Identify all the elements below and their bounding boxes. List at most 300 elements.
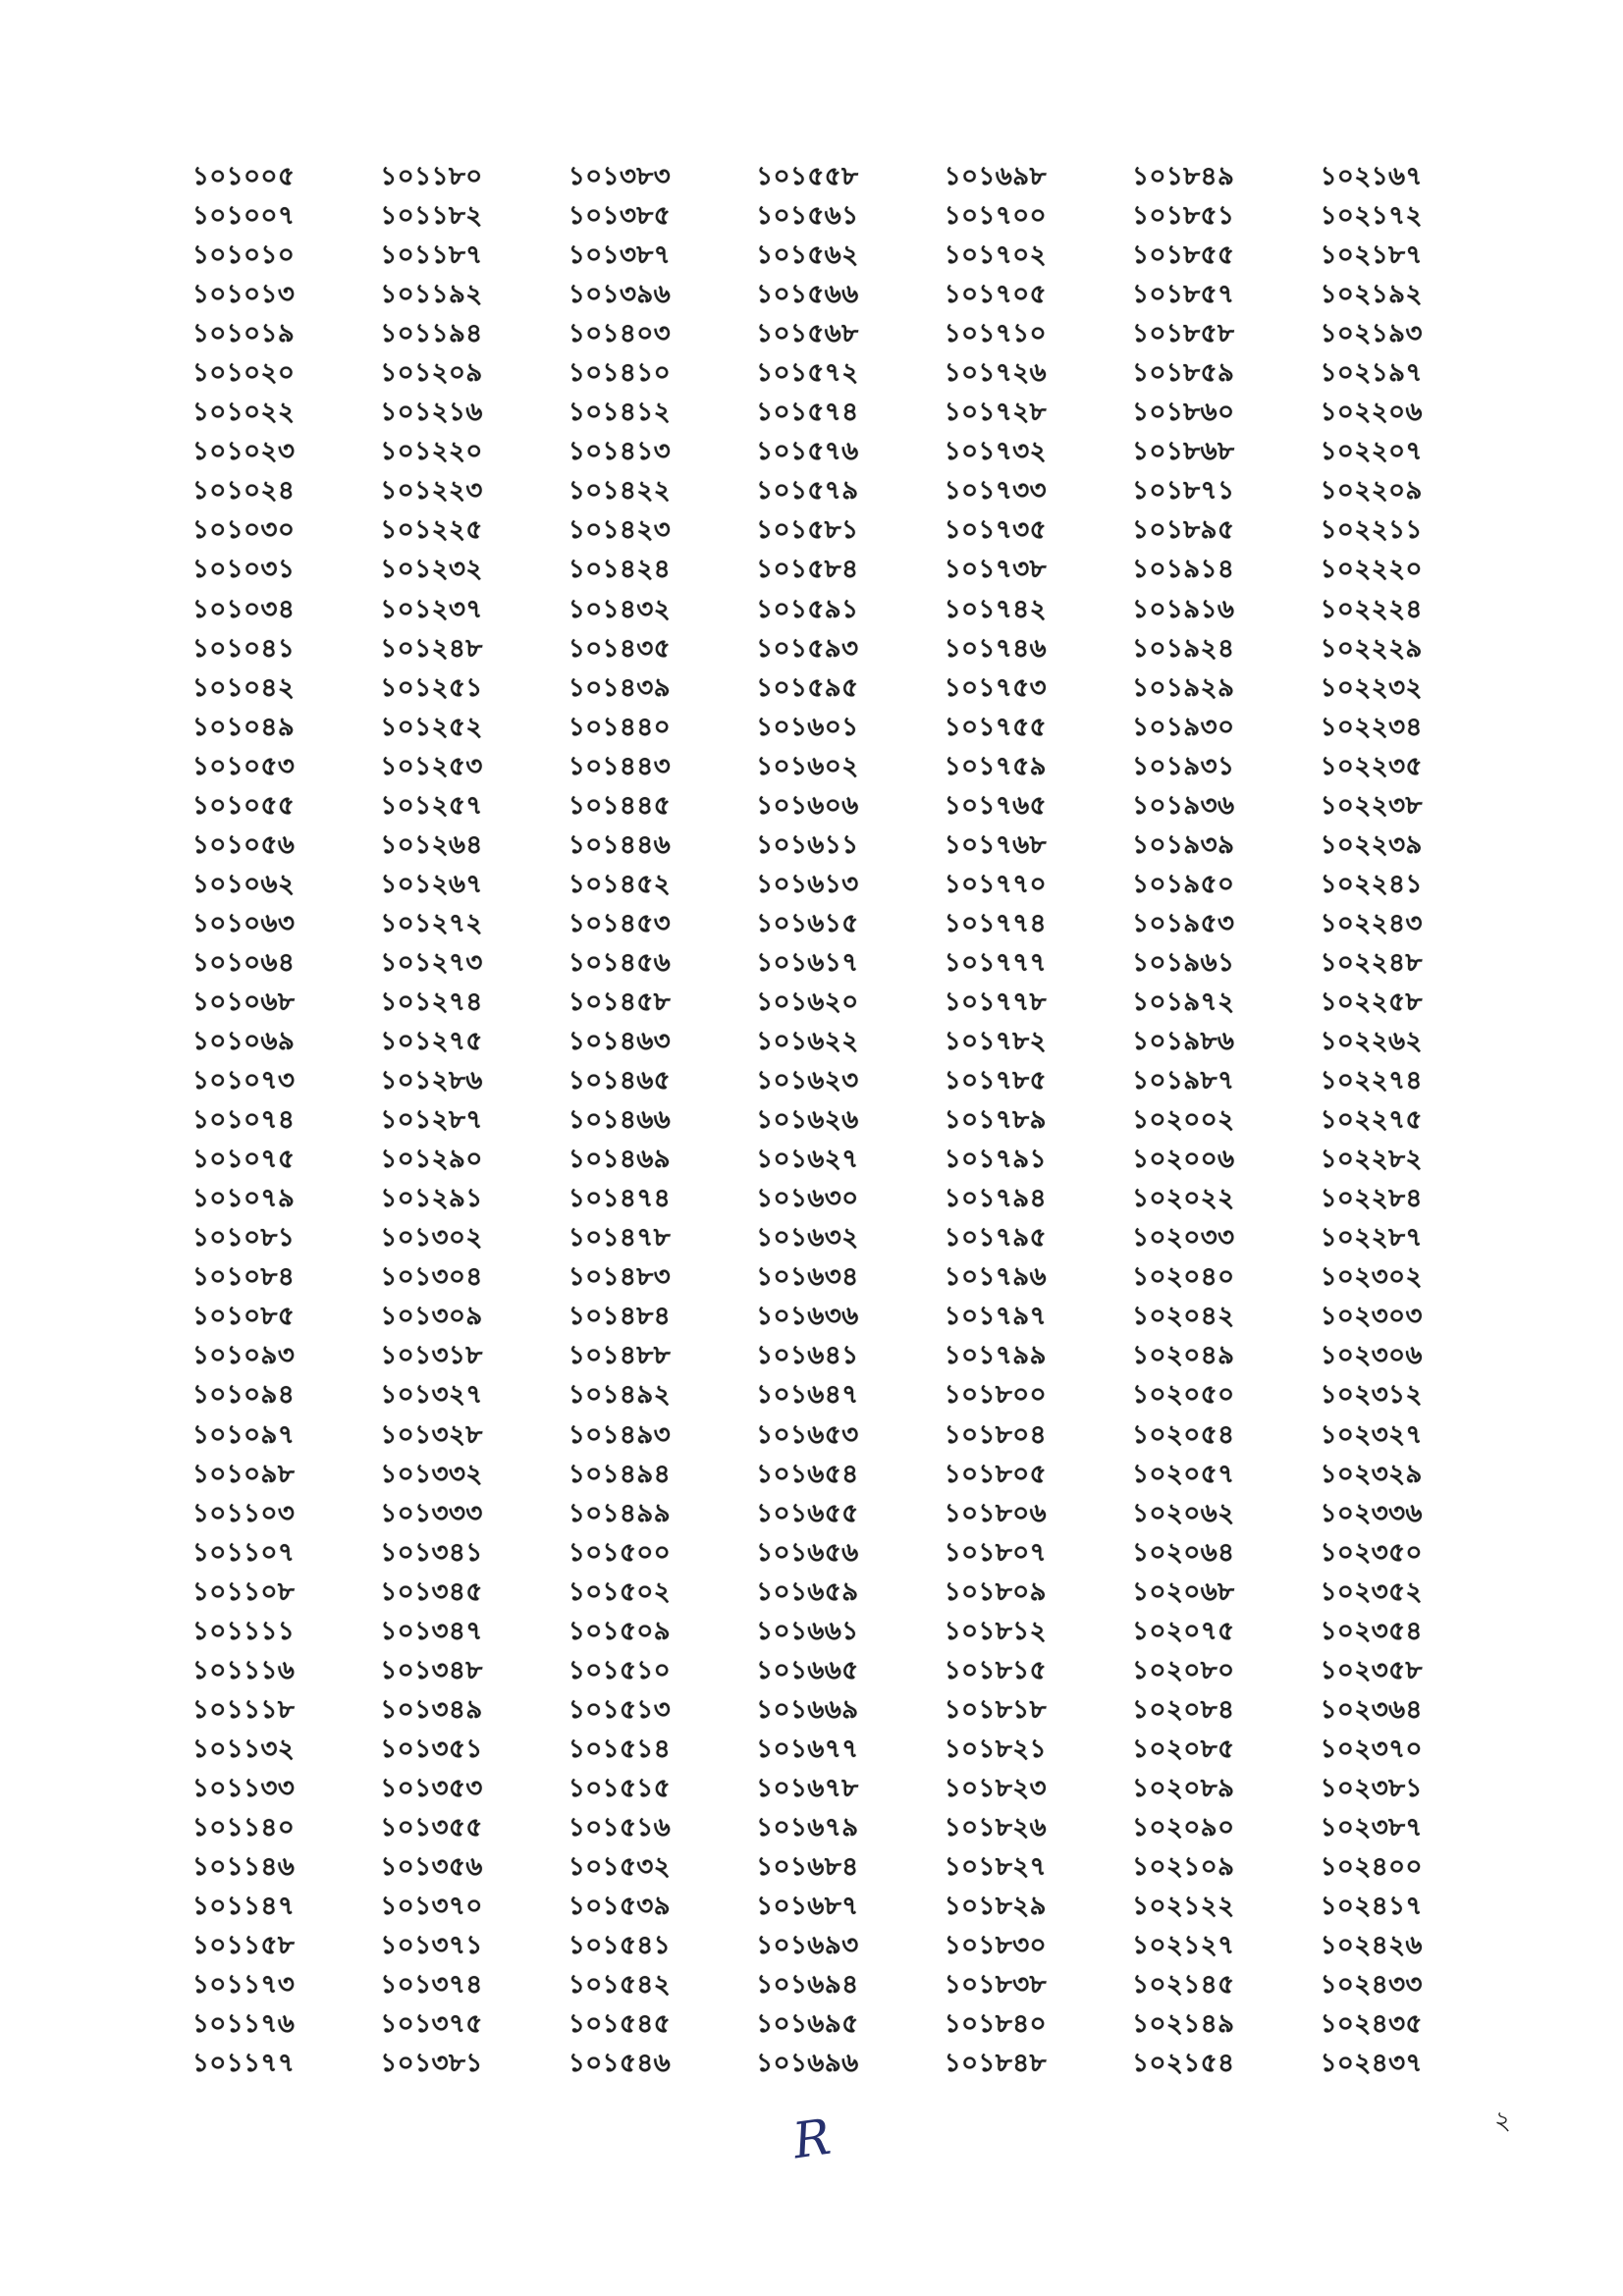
- roll-number-cell: ১০১২২৩: [380, 476, 483, 507]
- roll-number-cell: ১০১৩৫৫: [380, 1812, 483, 1842]
- roll-number-cell: ১০২২৬২: [1320, 1027, 1423, 1057]
- roll-number-cell: ১০২১২৭: [1132, 1931, 1235, 1961]
- roll-number-cell: ১০২০৬৮: [1132, 1576, 1235, 1607]
- roll-number-cell: ১০১৫৪৫: [568, 2009, 672, 2040]
- roll-number-cell: ১০২২২০: [1320, 555, 1423, 585]
- roll-number-cell: ১০২২৩৪: [1320, 712, 1423, 742]
- roll-number-cell: ১০১৪৮৮: [568, 1341, 672, 1371]
- roll-number-cell: ১০১১৯৪: [380, 319, 483, 349]
- roll-number-cell: ১০২২০৭: [1320, 437, 1423, 467]
- roll-number-cell: ১০১৩৭১: [380, 1931, 483, 1961]
- roll-number-cell: ১০১০৩১: [192, 555, 296, 585]
- roll-number-cell: ১০১৮২৯: [944, 1892, 1047, 1922]
- roll-number-cell: ১০১৪৮৪: [568, 1302, 672, 1332]
- roll-number-cell: ১০১৬৯৮: [944, 162, 1047, 191]
- roll-number-cell: ১০২২৩৯: [1320, 829, 1423, 860]
- roll-number-cell: ১০১৭০৫: [944, 280, 1048, 310]
- roll-number-cell: ১০১৯২৯: [1132, 672, 1235, 703]
- roll-number-cell: ১০১৪২৩: [568, 515, 672, 546]
- roll-number-cell: ১০১৪৬৩: [568, 1027, 672, 1057]
- roll-number-cell: ১০১০৬৪: [192, 947, 296, 978]
- roll-number-cell: ১০২০৬২: [1132, 1498, 1235, 1528]
- roll-number-cell: ১০১৪৪০: [568, 712, 672, 742]
- roll-number-cell: ১০১৫১০: [568, 1655, 672, 1685]
- roll-number-cell: ১০১৬২২: [756, 1027, 859, 1057]
- roll-number-cell: ১০১৫৬২: [756, 240, 859, 271]
- roll-number-cell: ১০১৬৫৬: [756, 1537, 859, 1568]
- roll-number-cell: ১০১৭৯৪: [944, 1184, 1047, 1214]
- roll-number-cell: ১০১৮০৪: [944, 1419, 1047, 1450]
- roll-number-cell: ১০১৫৩৯: [568, 1892, 672, 1922]
- roll-number-cell: ১০২২১১: [1320, 515, 1423, 546]
- roll-number-cell: ১০২৪১৭: [1320, 1892, 1423, 1922]
- roll-number-cell: ১০১৪৫৮: [568, 987, 672, 1017]
- roll-number-cell: ১০১৮২৩: [944, 1773, 1048, 1803]
- roll-number-cell: ১০১৭৮৯: [944, 1105, 1047, 1136]
- roll-number-cell: ১০১৬২৬: [756, 1105, 859, 1136]
- roll-number-cell: ১০১০৭৫: [192, 1145, 296, 1175]
- roll-number-cell: ১০১৭২৮: [944, 398, 1048, 428]
- roll-number-cell: ১০১৪৯২: [568, 1380, 672, 1411]
- roll-number-cell: ১০১২৫৭: [380, 790, 483, 821]
- roll-number-cell: ১০১৬৯৩: [756, 1931, 859, 1961]
- roll-number-cell: ১০১৭৩৩: [944, 476, 1048, 507]
- roll-number-cell: ১০১০৯৩: [192, 1341, 296, 1371]
- roll-number-cell: ১০১৫১৪: [568, 1734, 672, 1764]
- roll-number-cell: ১০২০৪০: [1132, 1262, 1235, 1293]
- roll-number-cell: ১০১৮২৭: [944, 1852, 1048, 1883]
- roll-number-cell: ১০১৮০৬: [944, 1498, 1048, 1528]
- roll-number-cell: ১০১৩২৭: [380, 1380, 483, 1411]
- roll-number-cell: ১০১০৯৭: [192, 1419, 296, 1450]
- roll-number-cell: ১০১০১৩: [192, 280, 296, 310]
- roll-number-cell: ১০১৬৭৯: [756, 1812, 859, 1842]
- roll-number-cell: ১০২১৯২: [1320, 280, 1423, 310]
- roll-number-cell: ১০১৩৫৬: [380, 1852, 483, 1883]
- roll-number-cell: ১০১৪৮৩: [568, 1262, 672, 1293]
- roll-number-cell: ১০২০৬৪: [1132, 1537, 1235, 1568]
- roll-number-cell: ১০১৩৯৬: [568, 280, 672, 310]
- roll-number-cell: ১০২২৪৩: [1320, 908, 1423, 938]
- handwritten-initial: R: [789, 2108, 835, 2170]
- roll-number-cell: ১০১১৭৬: [192, 2009, 296, 2040]
- roll-number-cell: ১০১২৬৭: [380, 869, 483, 899]
- roll-number-cell: ১০২৩২৭: [1320, 1419, 1423, 1450]
- roll-number-cell: ১০১৪৯৪: [568, 1459, 672, 1489]
- roll-number-cell: ১০১৭৫৩: [944, 672, 1048, 703]
- roll-number-cell: ১০১১৭৭: [192, 2049, 296, 2079]
- roll-number-cell: ১০১৪৫৩: [568, 908, 672, 938]
- roll-number-cell: ১০১৫৪১: [568, 1931, 672, 1961]
- roll-number-cell: ১০১৭৯৫: [944, 1223, 1047, 1254]
- roll-number-cell: ১০১৮৬৮: [1132, 437, 1235, 467]
- roll-number-cell: ১০১২৭৪: [380, 987, 483, 1017]
- roll-number-cell: ১০১৭৩৫: [944, 515, 1048, 546]
- roll-number-cell: ১০১০২০: [192, 358, 296, 389]
- roll-number-cell: ১০১৫০২: [568, 1576, 672, 1607]
- roll-number-cell: ১০১০২৩: [192, 437, 296, 467]
- roll-number-cell: ১০২২২৯: [1320, 633, 1423, 664]
- roll-number-cell: ১০১৬৫৩: [756, 1419, 859, 1450]
- roll-number-cell: ১০১৫৪৬: [568, 2049, 672, 2079]
- roll-number-cell: ১০২২৮২: [1320, 1145, 1423, 1175]
- roll-number-cell: ১০১৮৪০: [944, 2009, 1047, 2040]
- roll-number-cell: ১০১০৯৮: [192, 1459, 296, 1489]
- roll-number-cell: ১০২৪২৬: [1320, 1931, 1423, 1961]
- roll-number-cell: ১০১৬৭৮: [756, 1773, 859, 1803]
- roll-number-cell: ১০১৪০৩: [568, 319, 672, 349]
- roll-number-cell: ১০১৫৬১: [756, 201, 859, 232]
- roll-number-cell: ১০১৬১৩: [756, 869, 859, 899]
- roll-number-cell: ১০১৩৫৩: [380, 1773, 483, 1803]
- roll-number-cell: ১০১৮০৫: [944, 1459, 1047, 1489]
- roll-number-cell: ১০২২৪১: [1320, 869, 1423, 899]
- roll-number-cell: ১০১৫৪২: [568, 1970, 672, 2001]
- roll-number-cell: ১০১৭০০: [944, 201, 1048, 232]
- roll-number-cell: ১০২৪৩৫: [1320, 2009, 1423, 2040]
- roll-number-cell: ১০১৭৩৮: [944, 555, 1048, 585]
- roll-number-cell: ১০১৮১৫: [944, 1655, 1047, 1685]
- roll-number-cell: ১০১৪৯৯: [568, 1498, 672, 1528]
- roll-number-cell: ১০১২৬৪: [380, 829, 483, 860]
- roll-number-cell: ১০১৪৬৫: [568, 1066, 672, 1096]
- roll-number-cell: ১০১৮০০: [944, 1380, 1048, 1411]
- roll-number-cell: ১০১৫৮১: [756, 515, 859, 546]
- roll-number-cell: ১০১০৫৩: [192, 751, 296, 781]
- roll-number-cell: ১০২২০৯: [1320, 476, 1423, 507]
- roll-number-cell: ১০২৩৫০: [1320, 1537, 1423, 1568]
- roll-number-cell: ১০২০৮৫: [1132, 1734, 1235, 1764]
- roll-number-cell: ১০১৬০২: [756, 751, 859, 781]
- roll-number-cell: ১০২২৪৮: [1320, 947, 1423, 978]
- roll-number-cell: ১০১৯১৬: [1132, 594, 1235, 624]
- roll-number-cell: ১০১১৮০: [380, 162, 483, 191]
- roll-number-cell: ১০১৫০৯: [568, 1616, 672, 1646]
- roll-number-cell: ১০১৮১৮: [944, 1694, 1047, 1725]
- roll-number-cell: ১০১১৪৬: [192, 1852, 296, 1883]
- roll-number-cell: ১০১৮৫৮: [1132, 319, 1235, 349]
- roll-number-cell: ১০২২০৬: [1320, 398, 1423, 428]
- roll-number-cell: ১০২২৮৭: [1320, 1223, 1423, 1254]
- roll-number-cell: ১০২১৮৭: [1320, 240, 1423, 271]
- roll-number-cell: ১০১৪২৪: [568, 555, 672, 585]
- roll-number-cell: ১০১১৮২: [380, 201, 483, 232]
- roll-number-cell: ১০১৮৩৮: [944, 1970, 1047, 2001]
- roll-number-cell: ১০১৭৪৬: [944, 633, 1048, 664]
- roll-number-cell: ১০২০৮৪: [1132, 1694, 1235, 1725]
- roll-number-cell: ১০১১৭৩: [192, 1970, 296, 2001]
- roll-number-cell: ১০২০৪৯: [1132, 1341, 1235, 1371]
- roll-number-cell: ১০১৭৬৫: [944, 790, 1048, 821]
- roll-number-cell: ১০১৭৫৫: [944, 712, 1047, 742]
- roll-number-cell: ১০২৩২৯: [1320, 1459, 1423, 1489]
- roll-number-cell: ১০১১৫৮: [192, 1931, 296, 1961]
- roll-number-cell: ১০১৩৮৩: [568, 162, 672, 191]
- roll-number-cell: ১০১৭৭০: [944, 869, 1048, 899]
- roll-number-cell: ১০১০৩০: [192, 515, 296, 546]
- roll-number-cell: ১০২৩৫৪: [1320, 1616, 1423, 1646]
- roll-number-cell: ১০২৩০৬: [1320, 1341, 1423, 1371]
- roll-number-cell: ১০২১৯৩: [1320, 319, 1423, 349]
- roll-number-cell: ১০১৮০৯: [944, 1576, 1047, 1607]
- roll-number-cell: ১০১৬৬৫: [756, 1655, 859, 1685]
- roll-number-cell: ১০১০৫৫: [192, 790, 296, 821]
- roll-number-cell: ১০১৪১০: [568, 358, 672, 389]
- roll-number-cell: ১০১১১৮: [192, 1694, 296, 1725]
- roll-number-cell: ১০১৫৭২: [756, 358, 859, 389]
- roll-number-cell: ১০১৬৫৫: [756, 1498, 859, 1528]
- roll-number-cell: ১০১৬৫৯: [756, 1576, 859, 1607]
- roll-number-cell: ১০২২৩৮: [1320, 790, 1423, 821]
- roll-number-cell: ১০২০৩৩: [1132, 1223, 1235, 1254]
- roll-number-cell: ১০২৩৭০: [1320, 1734, 1423, 1764]
- roll-number-cell: ১০১১৯২: [380, 280, 483, 310]
- roll-number-cell: ১০১০৭৯: [192, 1184, 296, 1214]
- roll-number-cell: ১০১৩৮১: [380, 2049, 483, 2079]
- roll-number-cell: ১০১৭৪২: [944, 594, 1048, 624]
- roll-number-cell: ১০১২৮৭: [380, 1105, 483, 1136]
- roll-number-cell: ১০১৯৮৬: [1132, 1027, 1235, 1057]
- roll-number-cell: ১০২১৫৪: [1132, 2049, 1235, 2079]
- roll-number-cell: ১০১২৩৭: [380, 594, 483, 624]
- roll-number-cell: ১০১০৭৪: [192, 1105, 296, 1136]
- roll-number-cell: ১০২৩০৩: [1320, 1302, 1423, 1332]
- roll-number-cell: ১০২৩৬৪: [1320, 1694, 1423, 1725]
- roll-number-cell: ১০১৭১০: [944, 319, 1048, 349]
- roll-number-cell: ১০১০৬৯: [192, 1027, 296, 1057]
- roll-number-cell: ১০১৮৩০: [944, 1931, 1048, 1961]
- roll-number-cell: ১০১১১১: [192, 1616, 296, 1646]
- roll-number-cell: ১০১৬৭৭: [756, 1734, 859, 1764]
- roll-number-cell: ১০১০২২: [192, 398, 296, 428]
- roll-number-cell: ১০১০৫৬: [192, 829, 296, 860]
- roll-number-cell: ১০২১৪৯: [1132, 2009, 1235, 2040]
- roll-number-cell: ১০২৩৩৬: [1320, 1498, 1423, 1528]
- roll-number-cell: ১০১৩১৮: [380, 1341, 483, 1371]
- roll-number-cell: ১০১৭৬৮: [944, 829, 1048, 860]
- roll-number-cell: ১০১২৭৩: [380, 947, 483, 978]
- roll-number-cell: ১০১০৬৩: [192, 908, 296, 938]
- roll-number-cell: ১০১৫৫৮: [756, 162, 859, 191]
- roll-number-cell: ১০১৬২৭: [756, 1145, 859, 1175]
- roll-number-cell: ১০২০৮৯: [1132, 1773, 1235, 1803]
- roll-number-cell: ১০২১০৯: [1132, 1852, 1235, 1883]
- roll-number-cell: ১০১৭৩২: [944, 437, 1048, 467]
- roll-number-cell: ১০২১৪৫: [1132, 1970, 1235, 2001]
- roll-number-cell: ১০১০৯৪: [192, 1380, 296, 1411]
- roll-number-cell: ১০২৪০০: [1320, 1852, 1423, 1883]
- roll-number-cell: ১০১৮৬০: [1132, 398, 1235, 428]
- roll-number-cell: ১০১৪৯৩: [568, 1419, 672, 1450]
- roll-number-cell: ১০২২৩২: [1320, 672, 1423, 703]
- roll-number-cell: ১০১৩০৪: [380, 1262, 483, 1293]
- roll-number-cell: ১০১৯১৪: [1132, 555, 1235, 585]
- roll-number-cell: ১০১৭৮২: [944, 1027, 1048, 1057]
- roll-number-cell: ১০১৮৭১: [1132, 476, 1235, 507]
- roll-number-cell: ১০১৩৪৯: [380, 1694, 483, 1725]
- roll-number-cell: ১০১৪৬৯: [568, 1145, 672, 1175]
- roll-number-cell: ১০১৪৫৬: [568, 947, 672, 978]
- roll-number-cell: ১০১৫১৩: [568, 1694, 672, 1725]
- roll-number-cell: ১০১৯৩১: [1132, 751, 1235, 781]
- roll-number-cell: ১০১৬৬১: [756, 1616, 859, 1646]
- roll-number-cell: ১০১৪৩৫: [568, 633, 672, 664]
- roll-number-cell: ১০২২৮৪: [1320, 1184, 1423, 1214]
- roll-number-cell: ১০১২৫১: [380, 672, 483, 703]
- roll-number-cell: ১০১৩৫১: [380, 1734, 483, 1764]
- roll-number-cell: ১০১২৭৫: [380, 1027, 483, 1057]
- roll-number-cell: ১০১১৩২: [192, 1734, 296, 1764]
- roll-number-cell: ১০১৬৩৬: [756, 1302, 859, 1332]
- roll-number-cell: ১০২১৭২: [1320, 201, 1423, 232]
- roll-number-cell: ১০১৫৯১: [756, 594, 859, 624]
- roll-number-cell: ১০১৩২৮: [380, 1419, 483, 1450]
- roll-number-cell: ১০১৫৩২: [568, 1852, 672, 1883]
- roll-number-cell: ১০১৬১৫: [756, 908, 859, 938]
- roll-number-cell: ১০২২২৪: [1320, 594, 1423, 624]
- roll-number-cell: ১০২১৬৭: [1320, 162, 1423, 191]
- roll-number-cell: ১০১৯৩০: [1132, 712, 1235, 742]
- roll-number-cell: ১০১৭৭৮: [944, 987, 1048, 1017]
- roll-number-cell: ১০২৩১২: [1320, 1380, 1423, 1411]
- roll-number-cell: ১০১৬৮৪: [756, 1852, 859, 1883]
- roll-number-cell: ১০১৩৮৫: [568, 201, 672, 232]
- roll-number-cell: ১০২২৩৫: [1320, 751, 1423, 781]
- roll-number-cell: ১০১৭৮৫: [944, 1066, 1047, 1096]
- roll-number-cell: ১০১৪৫২: [568, 869, 672, 899]
- roll-number-cell: ১০২৩৫২: [1320, 1576, 1423, 1607]
- roll-number-cell: ১০১৯২৪: [1132, 633, 1235, 664]
- roll-number-cell: ১০১৪৪৩: [568, 751, 672, 781]
- roll-number-cell: ১০২১২২: [1132, 1892, 1235, 1922]
- roll-number-cell: ১০২৩৫৮: [1320, 1655, 1423, 1685]
- roll-number-cell: ১০১৪৩২: [568, 594, 672, 624]
- roll-number-cell: ১০১০৭৩: [192, 1066, 296, 1096]
- roll-number-cell: ১০১১১৬: [192, 1655, 296, 1685]
- roll-number-cell: ১০২২৭৪: [1320, 1066, 1423, 1096]
- roll-number-cell: ১০১৮০৭: [944, 1537, 1048, 1568]
- roll-number-cell: ১০১০৩৪: [192, 594, 296, 624]
- roll-number-cell: ১০১৪৩৯: [568, 672, 672, 703]
- roll-number-cell: ১০২০৫৭: [1132, 1459, 1235, 1489]
- roll-number-cell: ১০১৯৬১: [1132, 947, 1235, 978]
- roll-number-cell: ১০১৭৭৭: [944, 947, 1048, 978]
- roll-number-cell: ১০১২১৬: [380, 398, 483, 428]
- roll-number-cell: ১০২৪৩৩: [1320, 1970, 1423, 2001]
- roll-number-cell: ১০১১০৭: [192, 1537, 296, 1568]
- roll-number-cell: ১০১২৪৮: [380, 633, 483, 664]
- roll-number-cell: ১০১৫৮৪: [756, 555, 859, 585]
- roll-number-cell: ১০১০৬৮: [192, 987, 296, 1017]
- roll-number-cell: ১০২০৭৫: [1132, 1616, 1235, 1646]
- roll-number-cell: ১০১৮৪৯: [1132, 162, 1235, 191]
- roll-number-cell: ১০১০৪৯: [192, 712, 296, 742]
- roll-number-cell: ১০১৫৭৬: [756, 437, 859, 467]
- roll-number-cell: ১০১০৮৪: [192, 1262, 296, 1293]
- roll-number-cell: ১০২৪৩৭: [1320, 2049, 1423, 2079]
- roll-number-cell: ১০১৮৫১: [1132, 201, 1235, 232]
- roll-number-cell: ১০১০৮৫: [192, 1302, 296, 1332]
- roll-number-cell: ১০১১০৩: [192, 1498, 296, 1528]
- roll-number-cell: ১০১২৫২: [380, 712, 483, 742]
- roll-number-cell: ১০১৯৫০: [1132, 869, 1235, 899]
- roll-number-cell: ১০১৯৩৯: [1132, 829, 1235, 860]
- roll-number-cell: ১০১৩৭৫: [380, 2009, 483, 2040]
- roll-number-cell: ১০১৩৭০: [380, 1892, 483, 1922]
- roll-number-cell: ১০১৯৭২: [1132, 987, 1235, 1017]
- roll-number-cell: ১০১২০৯: [380, 358, 483, 389]
- roll-number-cell: ১০২১৯৭: [1320, 358, 1423, 389]
- roll-number-cell: ১০১১৩৩: [192, 1773, 296, 1803]
- roll-number-cell: ১০১৭০২: [944, 240, 1048, 271]
- roll-number-cell: ১০১০৪২: [192, 672, 296, 703]
- roll-number-cell: ১০১৭৯১: [944, 1145, 1047, 1175]
- roll-number-cell: ১০১৬৩০: [756, 1184, 859, 1214]
- roll-number-cell: ১০১৯৩৬: [1132, 790, 1235, 821]
- roll-number-cell: ১০১৩০২: [380, 1223, 483, 1254]
- roll-number-cell: ১০১৯৫৩: [1132, 908, 1235, 938]
- roll-number-cell: ১০২২৭৫: [1320, 1105, 1423, 1136]
- roll-number-cell: ১০১৮২১: [944, 1734, 1047, 1764]
- roll-number-cell: ১০১৬৫৪: [756, 1459, 859, 1489]
- roll-number-cell: ১০১৩৪৫: [380, 1576, 483, 1607]
- roll-number-cell: ১০১৬১৭: [756, 947, 859, 978]
- roll-number-cell: ১০২৩০২: [1320, 1262, 1423, 1293]
- roll-number-cell: ১০১৫৯৫: [756, 672, 859, 703]
- roll-number-cell: ১০১৫১৬: [568, 1812, 672, 1842]
- roll-number-cell: ১০১৬২০: [756, 987, 859, 1017]
- roll-number-cell: ১০১৮৯৫: [1132, 515, 1235, 546]
- roll-number-cell: ১০১৮৫৭: [1132, 280, 1235, 310]
- roll-number-cell: ১০২০০৬: [1132, 1145, 1235, 1175]
- roll-number-cell: ১০১১৮৭: [380, 240, 483, 271]
- roll-number-cell: ১০১৭৯৯: [944, 1341, 1047, 1371]
- roll-number-cell: ১০১৩৪৭: [380, 1616, 483, 1646]
- roll-number-cell: ১০১২৯০: [380, 1145, 483, 1175]
- roll-number-cell: ১০১১০৮: [192, 1576, 296, 1607]
- roll-number-cell: ১০১৩৪১: [380, 1537, 483, 1568]
- roll-number-cell: ১০১৮১২: [944, 1616, 1047, 1646]
- roll-number-cell: ১০১৪৪৬: [568, 829, 672, 860]
- roll-number-cell: ১০১৯৮৭: [1132, 1066, 1235, 1096]
- roll-number-cell: ১০১২৯১: [380, 1184, 483, 1214]
- roll-number-cell: ১০১৩৭৪: [380, 1970, 483, 2001]
- roll-number-cell: ১০২৩৮৭: [1320, 1812, 1423, 1842]
- roll-number-cell: ১০১৮৫৫: [1132, 240, 1235, 271]
- roll-number-cell: ১০১৬৩৪: [756, 1262, 859, 1293]
- roll-number-cell: ১০১৪২২: [568, 476, 672, 507]
- roll-number-cell: ১০১৭৯৬: [944, 1262, 1048, 1293]
- roll-number-cell: ১০১১৪০: [192, 1812, 296, 1842]
- roll-number-cell: ১০১৫০০: [568, 1537, 672, 1568]
- roll-number-cell: ১০১৬৯৫: [756, 2009, 859, 2040]
- roll-number-cell: ১০২০৫৪: [1132, 1419, 1235, 1450]
- roll-number-cell: ১০১০২৪: [192, 476, 296, 507]
- roll-number-cell: ১০১৬০৬: [756, 790, 859, 821]
- roll-number-cell: ১০২০৯০: [1132, 1812, 1235, 1842]
- roll-number-cell: ১০১১৪৭: [192, 1892, 296, 1922]
- roll-number-cell: ১০২০৪২: [1132, 1302, 1235, 1332]
- roll-number-cell: ১০১৫৭৯: [756, 476, 859, 507]
- roll-number-cell: ১০১৬৯৬: [756, 2049, 859, 2079]
- roll-number-cell: ১০২০৫০: [1132, 1380, 1235, 1411]
- roll-number-cell: ১০২০০২: [1132, 1105, 1235, 1136]
- roll-number-cell: ১০১৭৯৭: [944, 1302, 1048, 1332]
- roll-number-cell: ১০১৭৭৪: [944, 908, 1048, 938]
- roll-number-cell: ১০২০২২: [1132, 1184, 1235, 1214]
- roll-number-cell: ১০১০০৫: [192, 162, 296, 191]
- roll-number-cell: ১০১৬০১: [756, 712, 859, 742]
